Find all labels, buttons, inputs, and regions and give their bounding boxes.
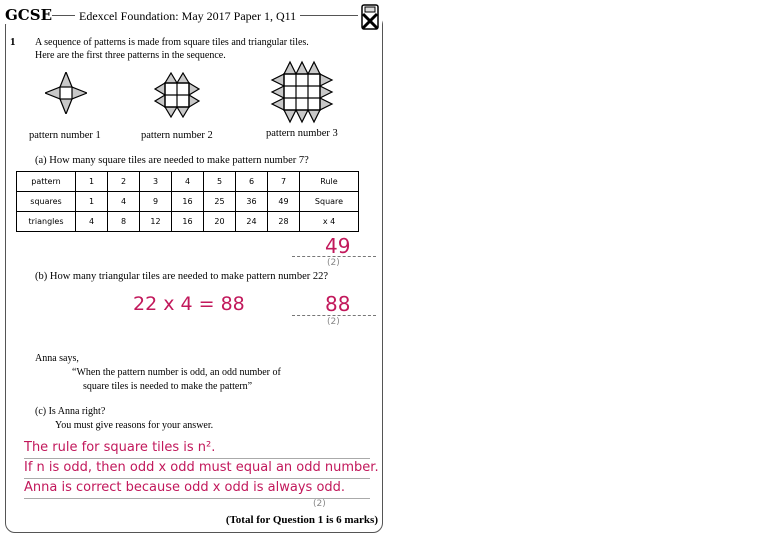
answer-c-line-2: If n is odd, then odd x odd must equal an odd number. xyxy=(24,460,379,475)
table-cell: 6 xyxy=(236,172,268,192)
pattern-3-diagram xyxy=(270,60,334,124)
question-number: 1 xyxy=(10,36,16,48)
table-cell: Rule xyxy=(300,172,359,192)
table-cell: 28 xyxy=(268,212,300,232)
table-cell: 4 xyxy=(108,192,140,212)
table-row xyxy=(17,212,359,232)
answer-a-line xyxy=(292,256,376,257)
part-b-question: (b) How many triangular tiles are needed to make pattern number 22? xyxy=(35,271,329,282)
answer-b-line xyxy=(292,315,376,316)
anna-says: Anna says, xyxy=(35,353,79,364)
table-cell: squares xyxy=(17,192,76,212)
pattern-2-diagram xyxy=(152,72,202,118)
answer-c-line-3: Anna is correct because odd x odd is always odd. xyxy=(24,480,346,495)
paper-title: Edexcel Foundation: May 2017 Paper 1, Q11 xyxy=(75,9,300,24)
question-total: (Total for Question 1 is 6 marks) xyxy=(225,514,378,526)
table-cell: 7 xyxy=(268,172,300,192)
crossed-calculator-icon xyxy=(358,3,382,31)
table-cell: x 4 xyxy=(300,212,359,232)
marks-c: (2) xyxy=(313,499,326,509)
intro-line-2: Here are the first three patterns in the sequence. xyxy=(35,50,226,61)
table-cell: 36 xyxy=(236,192,268,212)
part-c-question: (c) Is Anna right? xyxy=(35,406,106,417)
table-cell: 16 xyxy=(172,212,204,232)
table-cell: 4 xyxy=(76,212,108,232)
table-cell: 1 xyxy=(76,192,108,212)
table-cell: 3 xyxy=(140,172,172,192)
answer-c-line-1: The rule for square tiles is n². xyxy=(24,440,216,455)
table-cell: Square xyxy=(300,192,359,212)
answer-b: 88 xyxy=(325,292,351,316)
table-cell: 1 xyxy=(76,172,108,192)
sequence-table xyxy=(16,171,359,232)
question-intro xyxy=(35,36,365,62)
table-row xyxy=(17,192,359,212)
table-cell: 24 xyxy=(236,212,268,232)
table-cell: 2 xyxy=(108,172,140,192)
part-a-question: (a) How many square tiles are needed to make pattern number 7? xyxy=(35,155,309,166)
table-cell: 9 xyxy=(140,192,172,212)
marks-a: (2) xyxy=(327,258,340,268)
table-cell: 25 xyxy=(204,192,236,212)
gcse-badge: GCSE xyxy=(5,6,53,24)
table-cell: 4 xyxy=(172,172,204,192)
pattern-1-label: pattern number 1 xyxy=(29,130,101,141)
table-cell: 8 xyxy=(108,212,140,232)
working-b: 22 x 4 = 88 xyxy=(133,293,245,315)
table-cell: triangles xyxy=(17,212,76,232)
table-cell: 20 xyxy=(204,212,236,232)
header-rule xyxy=(52,15,72,16)
intro-line-1: A sequence of patterns is made from square tiles and triangular tiles. xyxy=(35,37,309,48)
pattern-2-label: pattern number 2 xyxy=(141,130,213,141)
part-c-instruction: You must give reasons for your answer. xyxy=(55,420,214,431)
table-cell: 16 xyxy=(172,192,204,212)
anna-quote-line-1: “When the pattern number is odd, an odd number of xyxy=(72,367,281,378)
marks-b: (2) xyxy=(327,317,340,327)
table-cell: 49 xyxy=(268,192,300,212)
anna-quote-line-2: square tiles is needed to make the pattern” xyxy=(83,381,253,392)
table-cell: pattern xyxy=(17,172,76,192)
table-cell: 12 xyxy=(140,212,172,232)
answer-a: 49 xyxy=(325,234,351,258)
pattern-3-label: pattern number 3 xyxy=(266,128,338,139)
table-cell: 5 xyxy=(204,172,236,192)
table-row xyxy=(17,172,359,192)
pattern-1-diagram xyxy=(45,72,87,114)
